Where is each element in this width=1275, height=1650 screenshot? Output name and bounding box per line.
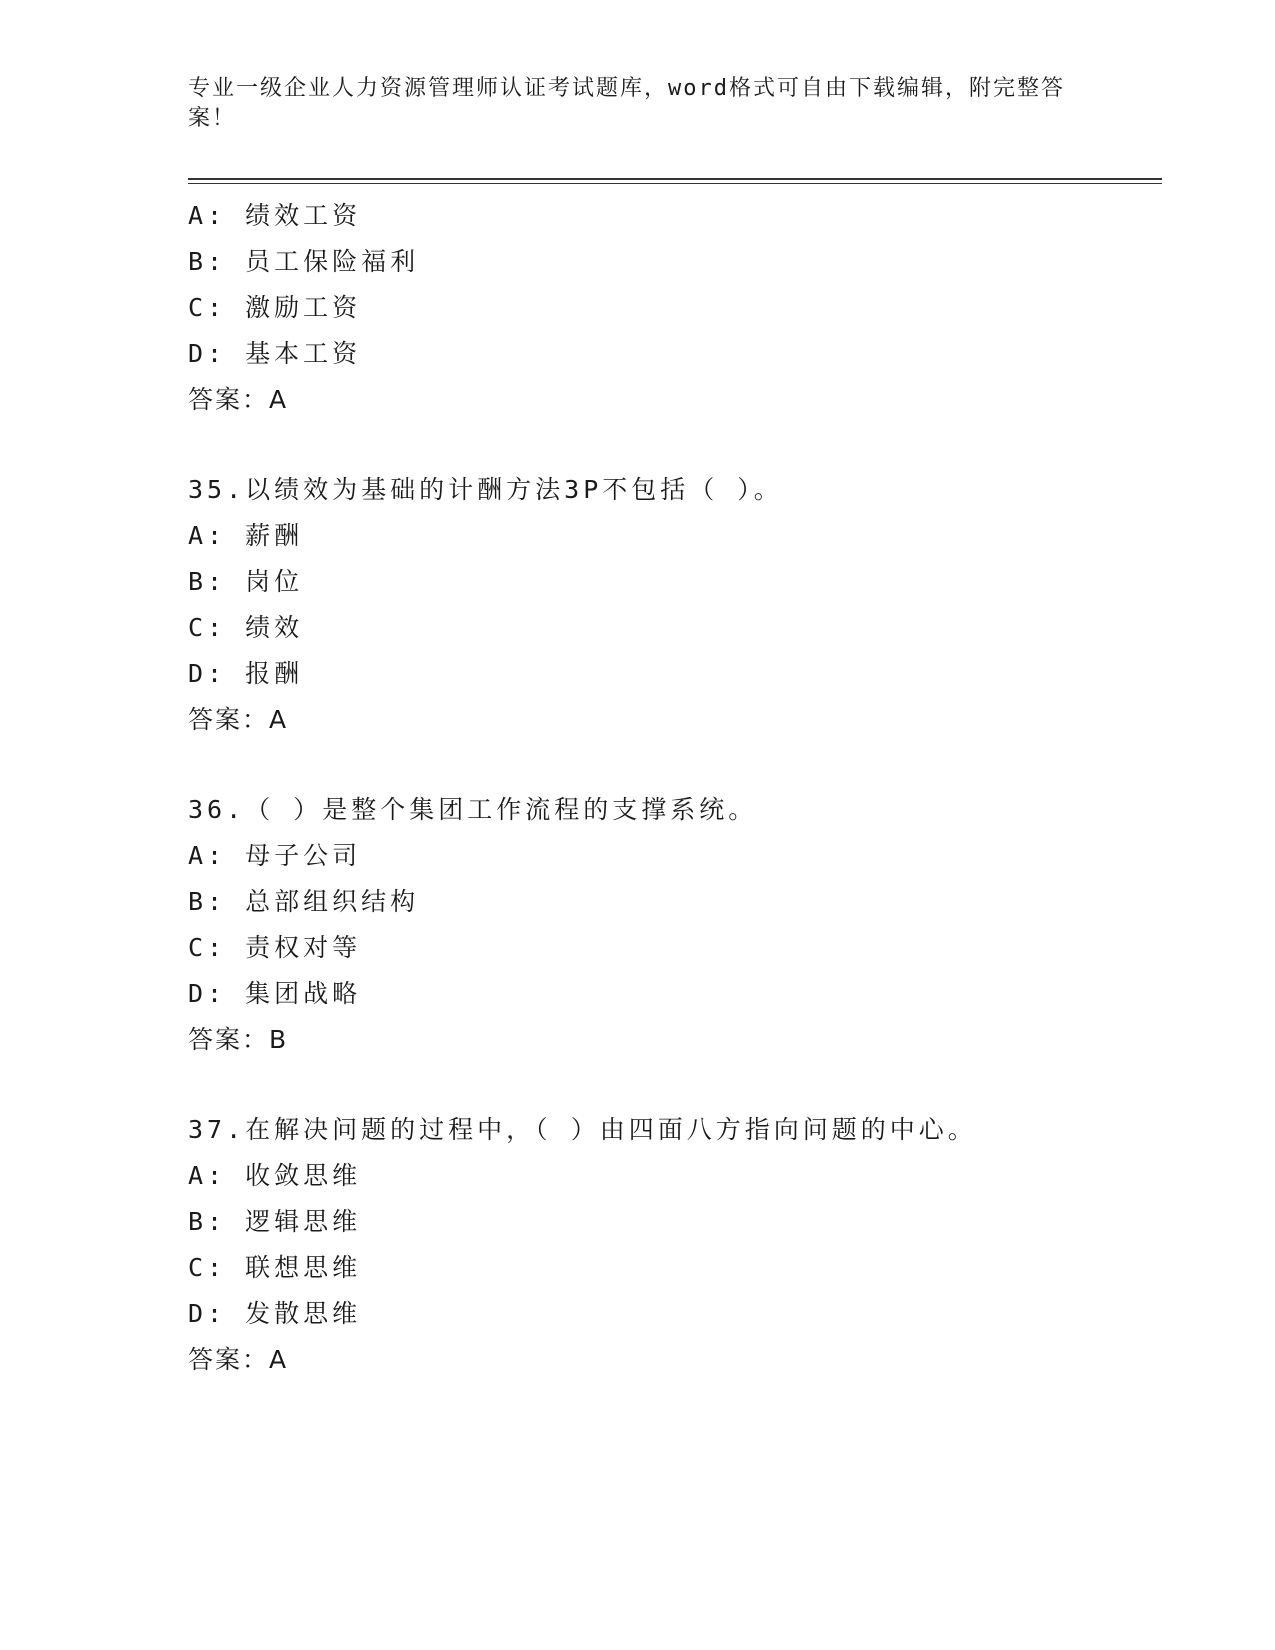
question-block-37 [188,1107,1168,1383]
answer-label: 答案：A [188,705,289,734]
question-block-35 [188,467,1168,743]
option-b: B: 逻辑思维 [188,1207,362,1236]
option-d: D: 集团战略 [188,979,362,1008]
option-c: C: 责权对等 [188,933,362,962]
option-a: A: 绩效工资 [188,201,362,230]
option-c: C: 绩效 [188,613,304,642]
header-divider-thin [188,183,1162,184]
option-b: B: 总部组织结构 [188,887,420,916]
document-header: 专业一级企业人力资源管理师认证考试题库，word格式可自由下载编辑，附完整答案！ [188,76,1065,131]
option-a: A: 薪酬 [188,521,304,550]
option-c: C: 联想思维 [188,1253,362,1282]
option-a: A: 母子公司 [188,841,362,870]
option-d: D: 发散思维 [188,1299,362,1328]
question-block-36 [188,787,1168,1063]
option-a: A: 收敛思维 [188,1161,362,1190]
question-stem: 35.以绩效为基础的计酬方法3P不包括（ ）。 [188,475,783,504]
question-block-34 [188,193,1168,423]
answer-label: 答案：A [188,385,289,414]
option-b: B: 岗位 [188,567,304,596]
header-divider-thick [188,178,1162,180]
answer-label: 答案：A [188,1345,289,1374]
option-b: B: 员工保险福利 [188,247,420,276]
answer-label: 答案：B [188,1025,289,1054]
option-d: D: 基本工资 [188,339,362,368]
option-d: D: 报酬 [188,659,304,688]
question-stem: 37.在解决问题的过程中，（ ）由四面八方指向问题的中心。 [188,1115,977,1144]
option-c: C: 激励工资 [188,293,362,322]
question-list [188,193,1168,1383]
question-stem: 36.（ ）是整个集团工作流程的支撑系统。 [188,795,758,824]
